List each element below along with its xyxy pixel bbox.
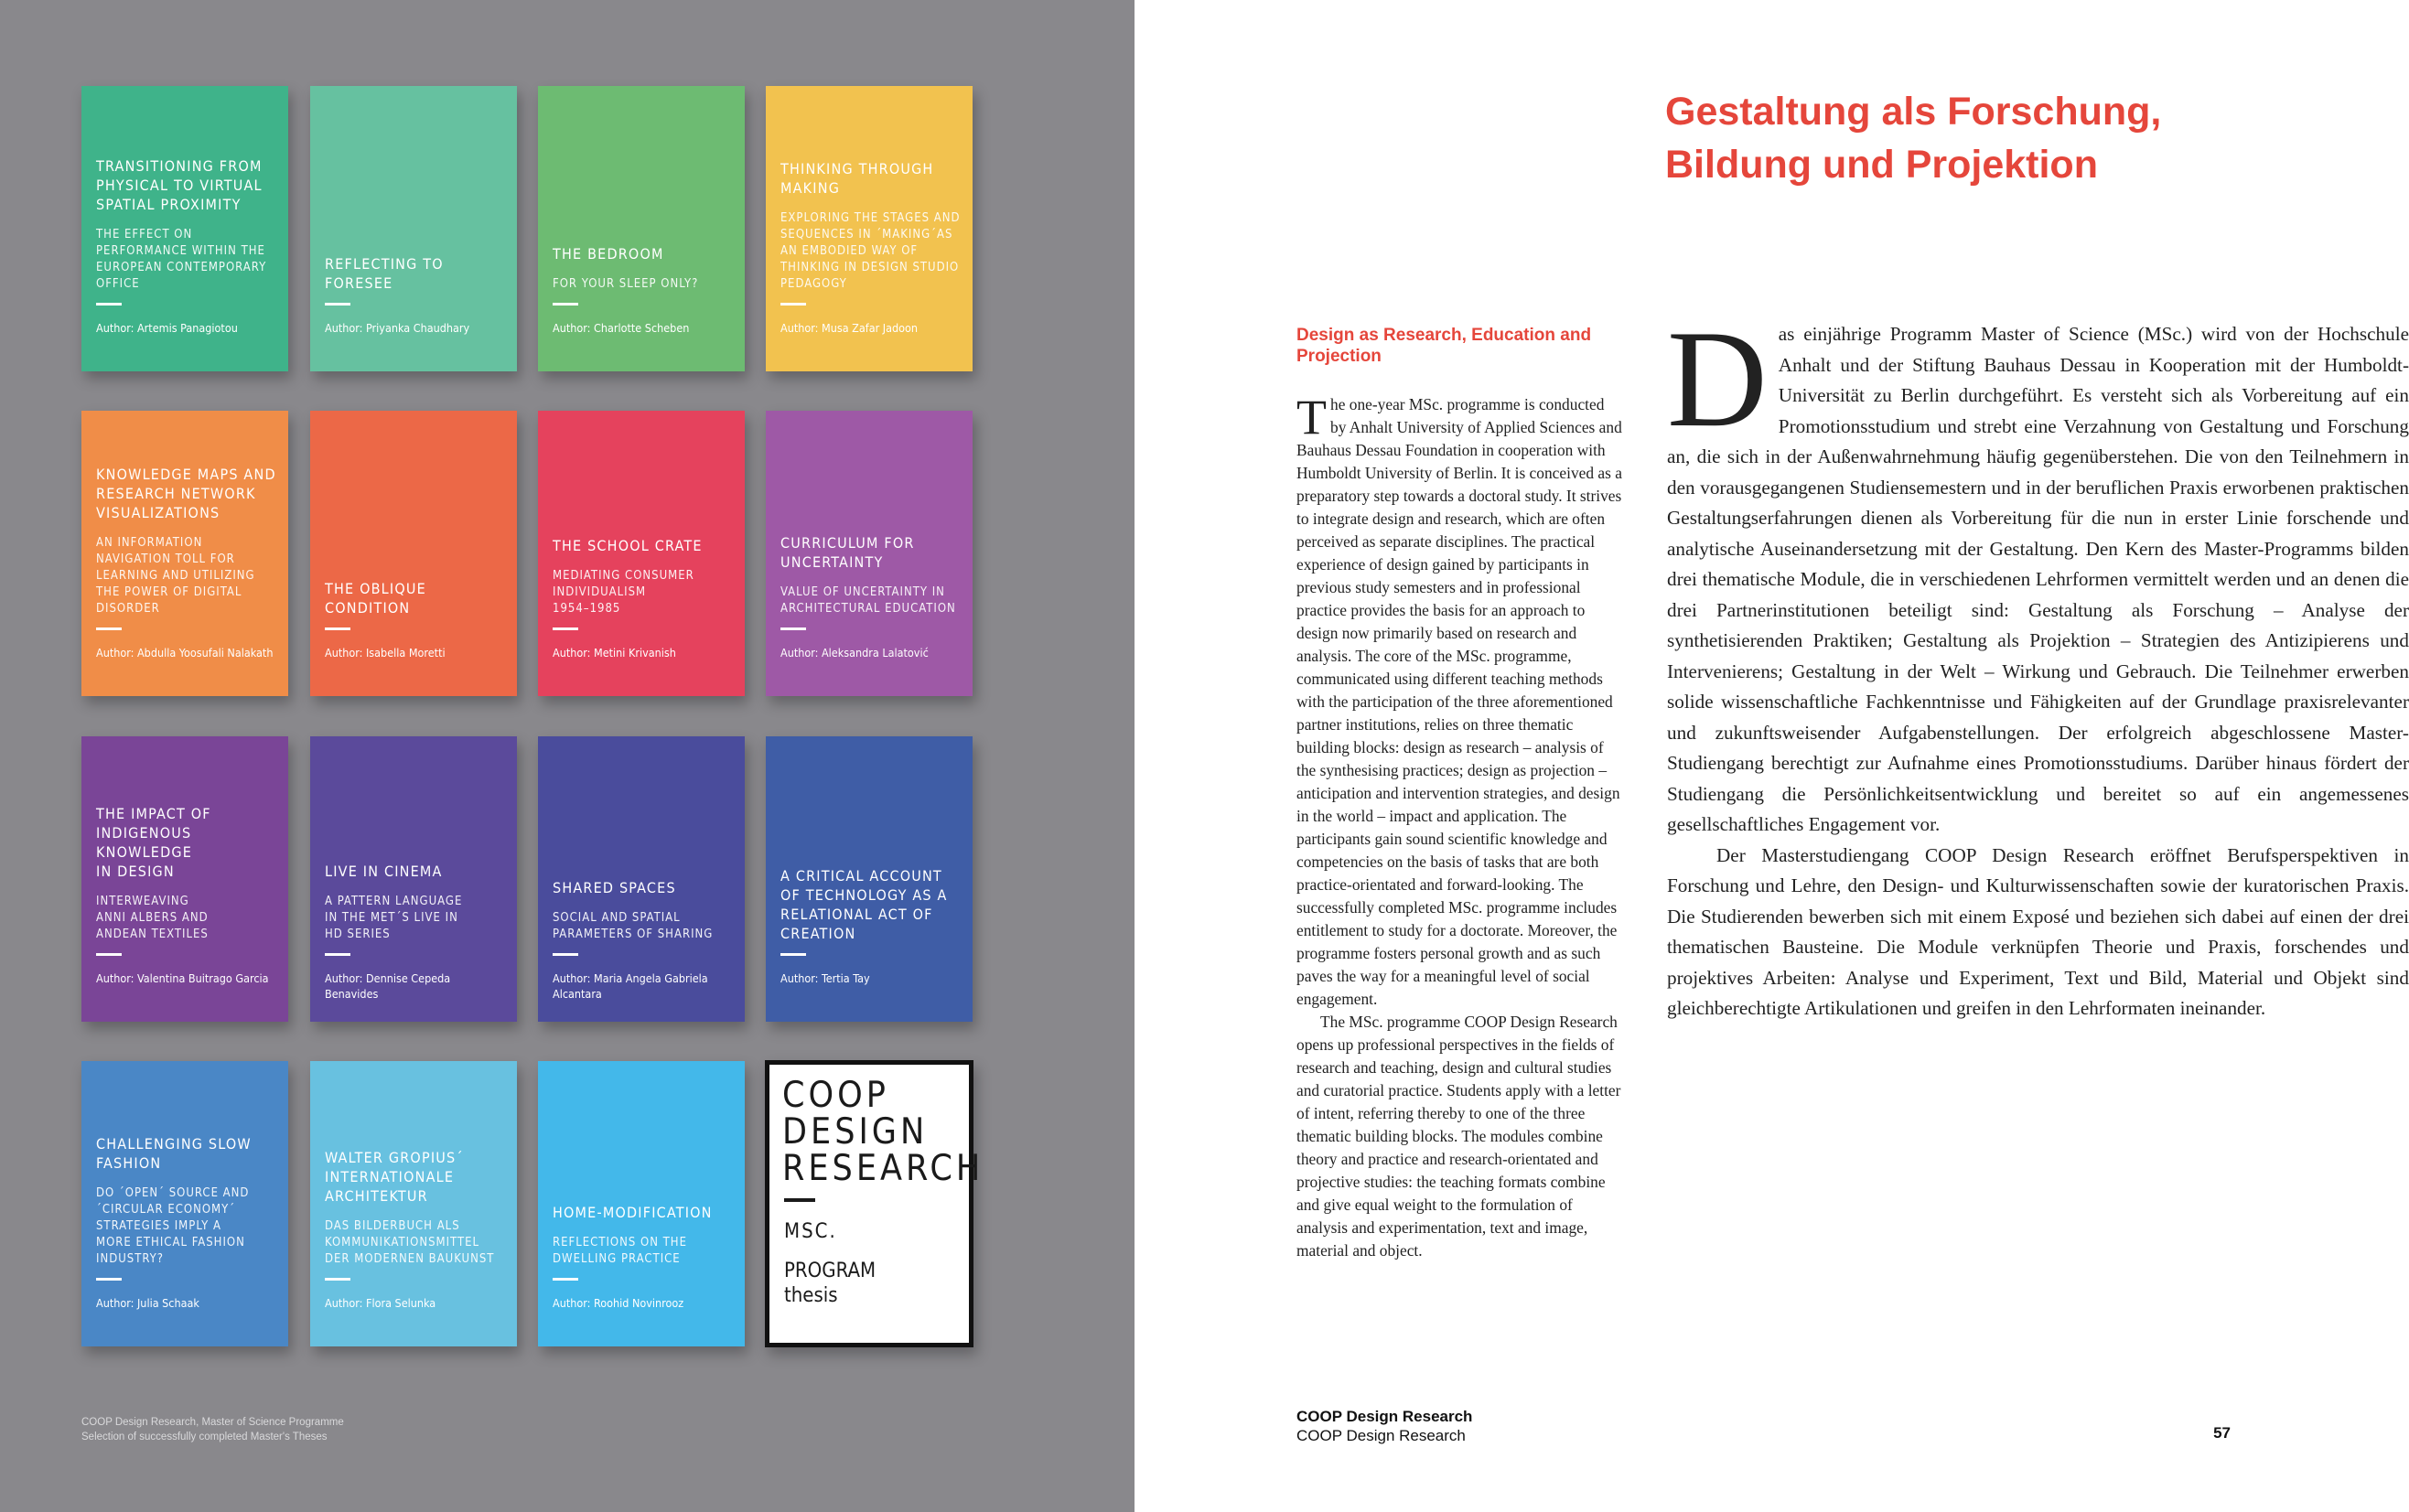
thesis-card-text	[553, 244, 734, 293]
thesis-card	[310, 86, 517, 371]
thesis-card-author: Author: Tertia Tay	[780, 971, 870, 985]
thesis-subtitle-line: IN THE MET´S LIVE IN	[325, 911, 458, 925]
thesis-title-line: SPATIAL PROXIMITY	[96, 196, 242, 213]
thesis-title-line: CHALLENGING SLOW	[96, 1135, 252, 1153]
thesis-card-body	[325, 736, 506, 1022]
thesis-card-text	[325, 862, 506, 943]
thesis-card-title	[780, 533, 962, 572]
caption-line: Selection of successfully completed Master's Theses	[81, 1432, 328, 1442]
thesis-card-title	[96, 465, 277, 522]
thesis-title-line: IN DESIGN	[96, 863, 175, 880]
thesis-subtitle-line: EUROPEAN CONTEMPORARY	[96, 261, 267, 274]
running-footer	[1296, 1407, 1472, 1445]
thesis-title-line: THE OBLIQUE CONDITION	[325, 580, 426, 617]
thesis-subtitle-line: REFLECTIONS ON THE	[553, 1236, 687, 1249]
thesis-card-author: Author: Metini Krivanish	[553, 646, 676, 659]
thesis-card-title	[553, 878, 734, 897]
thesis-card-body	[96, 86, 277, 371]
thesis-subtitle-line: PARAMETERS OF SHARING	[553, 928, 714, 941]
thesis-card-author: Author: Valentina Buitrago Garcia	[96, 971, 269, 985]
english-text-column	[1296, 390, 1624, 1262]
thesis-card-text	[96, 465, 277, 617]
thesis-subtitle-line: MEDIATING CONSUMER	[553, 569, 694, 583]
thesis-card	[310, 736, 517, 1022]
thesis-subtitle-line: A PATTERN LANGUAGE	[325, 895, 463, 908]
thesis-title-line: UNCERTAINTY	[780, 553, 884, 571]
thesis-subtitle-line: 1954–1985	[553, 602, 621, 616]
thesis-card-author: Author: Isabella Moretti	[325, 646, 446, 659]
thesis-subtitle-line: SOCIAL AND SPATIAL	[553, 911, 681, 925]
thesis-title-line: RELATIONAL ACT OF	[780, 906, 933, 923]
thesis-subtitle-line: THE EFFECT ON	[96, 228, 193, 241]
thesis-subtitle-line: DAS BILDERBUCH ALS	[325, 1219, 460, 1233]
thesis-card	[538, 1061, 745, 1346]
thesis-card-rule	[553, 627, 578, 630]
thesis-card-text	[553, 878, 734, 943]
coop-title-line: RESEARCH	[782, 1148, 984, 1189]
thesis-card-subtitle	[96, 227, 277, 293]
thesis-card	[81, 736, 288, 1022]
thesis-card-title	[325, 862, 506, 881]
thesis-card-author: Author: Charlotte Scheben	[553, 321, 690, 335]
thesis-card-subtitle	[780, 584, 962, 617]
thesis-card-author: Author: Dennise Cepeda Benavides	[325, 971, 451, 1001]
thesis-card-subtitle	[325, 894, 506, 943]
thesis-title-line: CURRICULUM FOR	[780, 534, 915, 552]
thesis-subtitle-line: VALUE OF UNCERTAINTY IN	[780, 585, 945, 599]
thesis-card-body	[96, 1061, 277, 1346]
thesis-card-body	[780, 86, 962, 371]
thesis-subtitle-line: KOMMUNIKATIONSMITTEL	[325, 1236, 479, 1249]
thesis-card-title	[325, 254, 506, 293]
thesis-card-body	[325, 1061, 506, 1346]
thesis-card-author: Author: Artemis Panagiotou	[96, 321, 238, 335]
thesis-title-line: REFLECTING TO FORESEE	[325, 255, 444, 292]
thesis-card	[310, 411, 517, 696]
thesis-subtitle-line: LEARNING AND UTILIZING	[96, 569, 255, 583]
thesis-card-rule	[96, 1278, 122, 1281]
thesis-card-subtitle	[553, 910, 734, 943]
thesis-card-title	[553, 536, 734, 555]
thesis-title-line: HOME-MODIFICATION	[553, 1204, 713, 1221]
thesis-card-text	[96, 804, 277, 943]
thesis-card-rule	[553, 1278, 578, 1281]
thesis-card-author: Author: Aleksandra Lalatović	[780, 646, 929, 659]
thesis-card-text	[553, 1203, 734, 1268]
thesis-title-line: TRANSITIONING FROM	[96, 157, 263, 175]
english-subheading: Design as Research, Education and Projection	[1296, 326, 1592, 366]
coop-thesis-label: thesis	[784, 1284, 838, 1307]
heading-line: Bildung und Projektion	[1665, 143, 2098, 187]
thesis-card	[766, 86, 973, 371]
thesis-title-line: THE BEDROOM	[553, 245, 664, 263]
thesis-card-author: Author: Priyanka Chaudhary	[325, 321, 470, 335]
thesis-subtitle-line: INDUSTRY?	[96, 1252, 164, 1266]
right-page	[1135, 0, 2409, 1512]
thesis-card-author: Author: Abdulla Yoosufali Nalakath	[96, 646, 274, 659]
thesis-title-line: INDIGENOUS KNOWLEDGE	[96, 824, 193, 861]
thesis-title-line: WALTER GROPIUS´	[325, 1149, 464, 1166]
thesis-subtitle-line: PEDAGOGY	[780, 277, 847, 291]
thesis-card	[766, 736, 973, 1022]
thesis-title-line: OF TECHNOLOGY AS A	[780, 886, 948, 904]
thesis-subtitle-line: DWELLING PRACTICE	[553, 1252, 681, 1266]
thesis-subtitle-line: ARCHITECTURAL EDUCATION	[780, 602, 956, 616]
page-number: 57	[2213, 1424, 2231, 1442]
footer-title-bold: COOP Design Research	[1296, 1408, 1473, 1425]
thesis-subtitle-line: OFFICE	[96, 277, 140, 291]
coop-card-msc: MSC.	[784, 1220, 837, 1243]
thesis-card-body	[325, 86, 506, 371]
thesis-card-rule	[780, 303, 806, 306]
footer-title: COOP Design Research	[1296, 1427, 1466, 1444]
thesis-title-line: VISUALIZATIONS	[96, 504, 220, 521]
thesis-subtitle-line: DER MODERNEN BAUKUNST	[325, 1252, 495, 1266]
thesis-card-subtitle	[325, 1218, 506, 1268]
thesis-card-rule	[325, 627, 350, 630]
coop-title-line: COOP	[782, 1075, 889, 1116]
thesis-card-title	[780, 866, 962, 943]
thesis-card-text	[325, 579, 506, 617]
thesis-card-rule	[325, 1278, 350, 1281]
thesis-subtitle-line: THINKING IN DESIGN STUDIO	[780, 261, 960, 274]
thesis-card-title	[553, 1203, 734, 1222]
page-heading	[1665, 85, 2161, 191]
thesis-card-rule	[325, 953, 350, 956]
thesis-card-rule	[553, 953, 578, 956]
thesis-title-line: KNOWLEDGE MAPS AND	[96, 466, 276, 483]
thesis-card	[81, 411, 288, 696]
thesis-card-rule	[553, 303, 578, 306]
thesis-card-body	[553, 411, 734, 696]
thesis-title-line: THE IMPACT OF	[96, 805, 211, 822]
thesis-card-rule	[780, 953, 806, 956]
thesis-card-text	[553, 536, 734, 617]
thesis-card-subtitle	[96, 535, 277, 617]
thesis-subtitle-line: THE POWER OF DIGITAL	[96, 585, 242, 599]
thesis-subtitle-line: STRATEGIES IMPLY A	[96, 1219, 221, 1233]
thesis-card-rule	[96, 627, 122, 630]
thesis-card	[538, 736, 745, 1022]
thesis-card-subtitle	[96, 1185, 277, 1268]
thesis-subtitle-line: AN EMBODIED WAY OF	[780, 244, 919, 258]
thesis-card-subtitle	[780, 210, 962, 293]
german-paragraph: Der Masterstudiengang COOP Design Research eröffnet Berufsperspektiven in Forschung und Lehre, den Design- und Kulturwissenschaften sowie der kuratorischen Praxis. Die Studierenden bewerben sich mit einem Exposé und beziehen sich dabei auf einen der drei thematischen Bausteine. Die Module verknüpfen Theorie und Praxis, forschendes und projektives Arbeiten: Analyse und Experiment, Text und Bild, Material und Objekt sind gleichberechtigte Artikulationen und greifen in den Lehrformaten ineinander.	[1667, 843, 2409, 1019]
thesis-card-title	[325, 579, 506, 617]
thesis-title-line: THINKING THROUGH	[780, 160, 934, 177]
image-caption	[81, 1415, 344, 1444]
thesis-card-subtitle	[96, 894, 277, 943]
coop-card-title	[782, 1075, 984, 1189]
thesis-title-line: RESEARCH NETWORK	[96, 485, 256, 502]
thesis-subtitle-line: MORE ETHICAL FASHION	[96, 1236, 245, 1249]
thesis-card-body	[553, 1061, 734, 1346]
german-drop-cap: D	[1667, 302, 1768, 456]
coop-program-label: PROGRAM	[784, 1260, 876, 1282]
thesis-card-rule	[780, 627, 806, 630]
german-paragraph	[1667, 302, 2409, 841]
thesis-title-line: MAKING	[780, 179, 841, 197]
coop-card-program	[784, 1259, 876, 1308]
thesis-card-body	[553, 736, 734, 1022]
thesis-card-subtitle	[553, 568, 734, 617]
thesis-card-body	[96, 411, 277, 696]
thesis-subtitle-line: ´CIRCULAR ECONOMY´	[96, 1203, 236, 1217]
thesis-card-subtitle	[553, 1235, 734, 1268]
thesis-subtitle-line: AN INFORMATION	[96, 536, 203, 550]
thesis-card-text	[96, 156, 277, 293]
english-paragraph-text: he one-year MSc. programme is conducted by Anhalt University of Applied Sciences and Bauhaus Dessau Foundation in cooperation with Humboldt University of Berlin. It is conceived as a preparatory step towards a doctoral study. It strives to integrate design and research, which are often perceived as separate disciplines. The practical experience of design gained by participants in previous study semesters and in professional practice provides the basis for an approach to design now primarily based on research and analysis. The core of the MSc. programme, communicated using different teaching methods with the participation of the three aforementioned partner institutions, relies on three thematic building blocks: design as research – analysis of the synthesising practices; design as projection – anticipation and intervention strategies, and design in the world – impact and application. The participants gain sound scientific knowledge and competencies on the basis of tasks that are both practice-orientated and forward-looking. The successfully completed MSc. programme includes entitlement to study for a doctorate. Moreover, the programme fosters personal growth and as such paves the way for a meaningful level of social engagement.	[1296, 395, 1622, 1008]
thesis-card-text	[780, 159, 962, 293]
thesis-card-body	[553, 86, 734, 371]
thesis-title-line: LIVE IN CINEMA	[325, 863, 443, 880]
caption-line: COOP Design Research, Master of Science Programme	[81, 1417, 344, 1428]
coop-card-rule	[784, 1198, 815, 1202]
thesis-card-title	[325, 1148, 506, 1206]
thesis-card-rule	[325, 303, 350, 306]
thesis-card-author: Author: Julia Schaak	[96, 1296, 199, 1310]
thesis-card-title	[96, 1134, 277, 1173]
thesis-card-author: Author: Musa Zafar Jadoon	[780, 321, 919, 335]
thesis-card-author: Author: Flora Selunka	[325, 1296, 436, 1310]
german-text-column	[1667, 302, 2409, 1024]
thesis-card-author: Author: Maria Angela Gabriela Alcantara	[553, 971, 708, 1001]
thesis-card	[310, 1061, 517, 1346]
thesis-title-line: CREATION	[780, 925, 856, 942]
thesis-card-text	[96, 1134, 277, 1268]
thesis-subtitle-line: INDIVIDUALISM	[553, 585, 647, 599]
thesis-card-text	[325, 254, 506, 293]
thesis-subtitle-line: ANDEAN TEXTILES	[96, 928, 209, 941]
thesis-card-title	[96, 156, 277, 214]
german-paragraph-text: as einjährige Programm Master of Science (MSc.) wird von der Hochschule Anhalt und der Stiftung Bauhaus Dessau in Kooperation mit der Humboldt-Universität zu Berlin durchgeführt. Es versteht sich als Vorbereitung auf ein Promotionsstudium und strebt eine Verzahnung von Gestaltung und Forschung an, die sich in der Außenwahrnehmung häufig gegenüberstehen. Die von den Teilnehmern in den vorausgegangenen Studiensemestern und in der beruflichen Praxis erworbenen praktischen Gestaltungserfahrungen dienen als Vorbereitung für die nun in erster Linie forschende und analytische Auseinandersetzung mit der Gestaltung. Den Kern des Master-Programms bilden drei thematische Module, die in verschiedenen Lehrformen vermittelt werden und an denen die drei Partnerinstitutionen beteiligt sind: Gestaltung als Forschung – Analyse der synthetisierenden Praktiken; Gestaltung als Projektion – Strategien des Antizipierens und Intervenierens; Gestaltung in der Welt – Wirkung und Gebrauch. Die Teilnehmer erwerben solide wissenschaftliche Fachkenntnisse und Fähigkeiten auf der Grundlage praxisrelevanter und zukunftsweisender Aufgabenstellungen. Der erfolgreich abgeschlossene Master-Studiengang berechtigt zur Aufnahme eines Promotionsstudiums. Darüber hinaus fördert der Studiengang die Persönlichkeitsentwicklung und bereitet so auf ein angemessenes gesellschaftliches Engagement vor.	[1667, 323, 2409, 835]
thesis-title-line: ARCHITEKTUR	[325, 1187, 428, 1205]
thesis-subtitle-line: DISORDER	[96, 602, 160, 616]
thesis-card-text	[780, 533, 962, 617]
thesis-subtitle-line: PERFORMANCE WITHIN THE	[96, 244, 265, 258]
thesis-title-line: PHYSICAL TO VIRTUAL	[96, 177, 263, 194]
thesis-card-title	[553, 244, 734, 263]
thesis-card	[81, 1061, 288, 1346]
english-drop-cap: T	[1296, 390, 1327, 445]
thesis-subtitle-line: EXPLORING THE STAGES AND	[780, 211, 961, 225]
thesis-card	[538, 86, 745, 371]
thesis-card-body	[325, 411, 506, 696]
thesis-card-body	[780, 736, 962, 1022]
thesis-subtitle-line: DO ´OPEN´ SOURCE AND	[96, 1186, 250, 1200]
thesis-subtitle-line: FOR YOUR SLEEP ONLY?	[553, 277, 699, 291]
thesis-subtitle-line: ANNI ALBERS AND	[96, 911, 209, 925]
thesis-card-text	[780, 866, 962, 943]
thesis-card	[81, 86, 288, 371]
thesis-card-body	[780, 411, 962, 696]
thesis-card	[766, 411, 973, 696]
thesis-title-line: A CRITICAL ACCOUNT	[780, 867, 942, 885]
thesis-card-body	[96, 736, 277, 1022]
thesis-title-line: INTERNATIONALE	[325, 1168, 455, 1185]
english-paragraph: The MSc. programme COOP Design Research opens up professional perspectives in the fields of research and teaching, design and cultural studies and curatorial practice. Students apply with a letter of intent, referring thereby to one of the three thematic building blocks. The modules combine theory and practice and research-orientated and projective studies: the teaching formats combine and give equal weight to the formulation of analysis and experimentation, text and image, material and object.	[1296, 1013, 1621, 1260]
thesis-title-line: FASHION	[96, 1154, 162, 1172]
thesis-card-author: Author: Roohid Novinrooz	[553, 1296, 684, 1310]
thesis-card	[538, 411, 745, 696]
thesis-title-line: THE SCHOOL CRATE	[553, 537, 703, 554]
coop-title-line: DESIGN	[782, 1111, 929, 1153]
left-page	[0, 0, 1135, 1512]
coop-design-research-card	[765, 1060, 984, 1347]
english-paragraph	[1296, 390, 1624, 1011]
thesis-title-line: SHARED SPACES	[553, 879, 676, 896]
thesis-card-subtitle	[553, 276, 734, 293]
thesis-card-rule	[96, 953, 122, 956]
thesis-card-text	[325, 1148, 506, 1268]
thesis-card-title	[96, 804, 277, 881]
heading-line: Gestaltung als Forschung,	[1665, 90, 2162, 134]
thesis-subtitle-line: INTERWEAVING	[96, 895, 189, 908]
thesis-subtitle-line: SEQUENCES IN ´MAKING´AS	[780, 228, 953, 241]
thesis-subtitle-line: NAVIGATION TOLL FOR	[96, 552, 235, 566]
thesis-card-title	[780, 159, 962, 198]
thesis-subtitle-line: HD SERIES	[325, 928, 391, 941]
thesis-card-rule	[96, 303, 122, 306]
